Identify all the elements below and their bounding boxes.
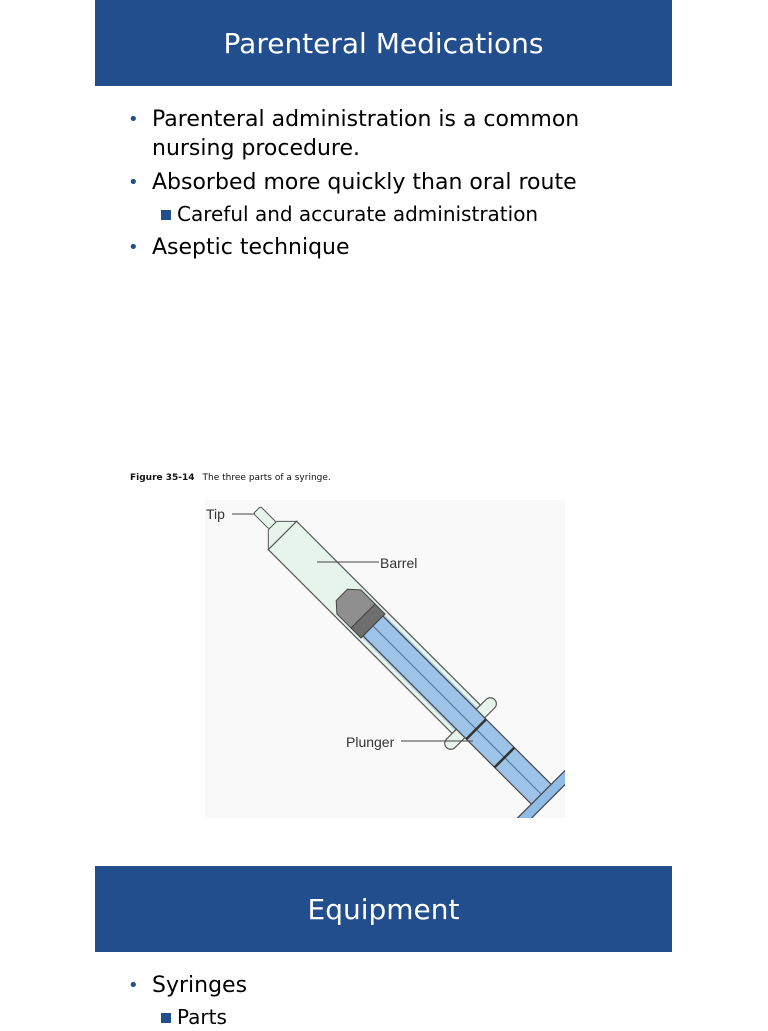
tip-label: Tip: [206, 506, 225, 522]
barrel-label: Barrel: [380, 555, 418, 571]
bullet-item: • Parenteral administration is a common nursing procedure.: [128, 105, 668, 163]
bullet-list: [128, 971, 668, 1031]
figure-caption-text: The three parts of a syringe.: [202, 473, 331, 483]
bullet-item: • Absorbed more quickly than oral route: [128, 168, 668, 197]
figure-caption: [130, 473, 331, 483]
slide-title: Equipment: [307, 892, 460, 926]
sub-bullet-item: Parts: [128, 1003, 668, 1031]
bullet-list: [128, 105, 668, 262]
slide-title-banner: [95, 866, 672, 952]
slide-title: Parenteral Medications: [223, 26, 544, 60]
bullet-item: • Aseptic technique: [128, 233, 668, 262]
sub-bullet-item: Careful and accurate administration: [128, 200, 668, 228]
plunger-label: Plunger: [346, 734, 395, 750]
syringe-figure: [205, 500, 565, 818]
slide-title-banner: [95, 0, 672, 86]
bullet-item: • Syringes: [128, 971, 668, 1000]
figure-label: Figure 35-14: [130, 473, 195, 483]
